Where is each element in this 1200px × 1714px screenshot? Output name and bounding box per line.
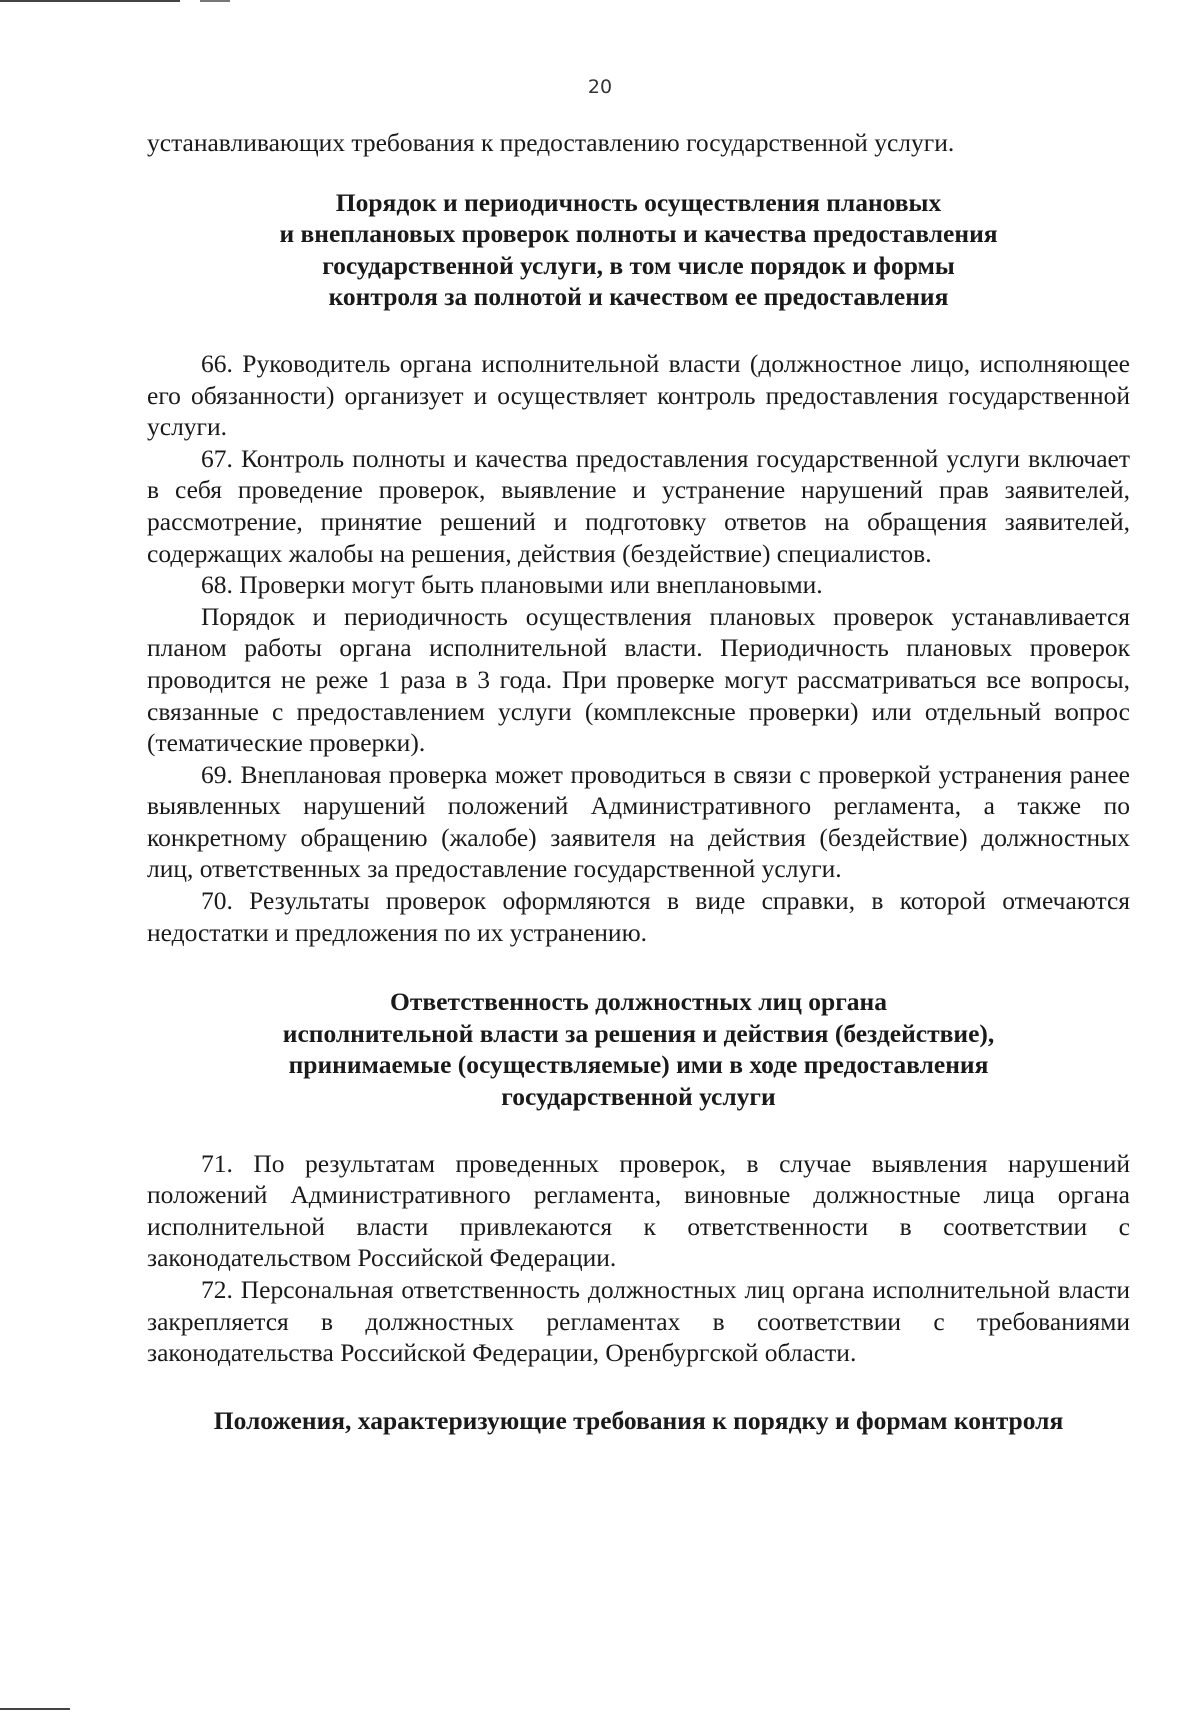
paragraph-67: 67. Контроль полноты и качества предоставления государственной услуги включает в себя проведение проверок, выявление и устранение нарушений прав заявителей, рассмотрение, принятие решений и подготовку ответов на обращения заявителей, содержащих жалобы на решения, действия (бездействие) специалистов. — [147, 443, 1130, 568]
section-heading — [147, 1405, 1130, 1437]
heading-line: Ответственность должностных лиц органа — [390, 987, 887, 1017]
scan-edge-mark — [0, 1708, 70, 1710]
scan-edge-mark — [200, 0, 230, 2]
scan-edge-mark — [0, 0, 180, 2]
document-body — [147, 127, 1130, 1436]
intro-line: устанавливающих требования к предоставлению государственной услуги. — [147, 128, 955, 157]
paragraph-66: 66. Руководитель органа исполнительной власти (должностное лицо, исполняющее его обязанности) организует и осуществляет контроль предоставления государственной услуги. — [147, 348, 1130, 442]
paragraph-69: 69. Внеплановая проверка может проводиться в связи с проверкой устранения ранее выявленных нарушений положений Административного регламента, а также по конкретному обращению (жалобе) заявителя на действия (бездействие) должностных лиц, ответственных за предоставление государственной услуги. — [147, 759, 1130, 884]
heading-line: контроля за полнотой и качеством ее предоставления — [328, 282, 949, 312]
paragraph-71: 71. По результатам проведенных проверок, в случае выявления нарушений положений Административного регламента, виновные должностные лица органа исполнительной власти привлекаются к ответственности в соответствии с законодательством Российской Федерации. — [147, 1148, 1130, 1273]
heading-line: исполнительной власти за решения и действия (бездействие), — [282, 1018, 995, 1048]
section-heading — [147, 187, 1130, 313]
heading-line: государственной услуги, в том числе порядок и формы — [322, 250, 955, 280]
paragraph-70: 70. Результаты проверок оформляются в виде справки, в которой отмечаются недостатки и предложения по их устранению. — [147, 886, 1130, 947]
paragraph-72: 72. Персональная ответственность должностных лиц органа исполнительной власти закрепляется в должностных регламентах в соответствии с требованиями законодательства Российской Федерации, Оренбургской области. — [147, 1275, 1130, 1368]
paragraph-68-continued: Порядок и периодичность осуществления плановых проверок устанавливается планом работы органа исполнительной власти. Периодичность плановых проверок проводится не реже 1 раза в 3 года. При проверке могут рассматриваться все вопросы, связанные с предоставлением услуги (комплексные проверки) или отдельный вопрос (тематические проверки). — [147, 601, 1130, 758]
section-heading — [147, 986, 1130, 1112]
heading-line: Положения, характеризующие требования к порядку и формам контроля — [213, 1405, 1064, 1435]
heading-line: Порядок и периодичность осуществления плановых — [335, 187, 942, 217]
paragraph-68: 68. Проверки могут быть плановыми или внеплановыми. — [201, 570, 823, 600]
heading-line: государственной услуги — [501, 1082, 776, 1112]
heading-line: и внеплановых проверок полноты и качества предоставления — [279, 219, 998, 249]
heading-line: принимаемые (осуществляемые) ими в ходе предоставления — [288, 1050, 989, 1080]
page-number: 20 — [587, 76, 613, 98]
